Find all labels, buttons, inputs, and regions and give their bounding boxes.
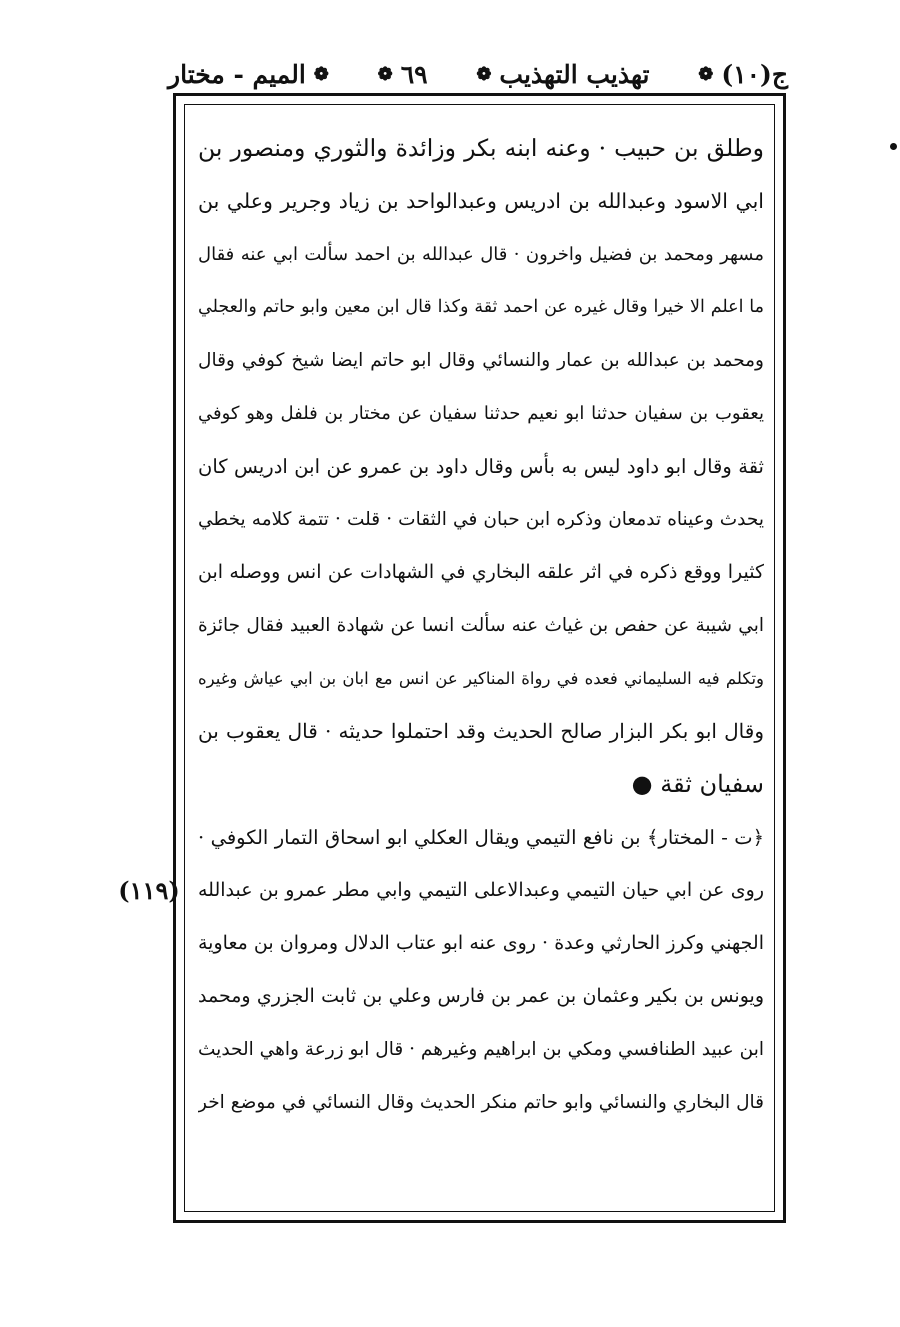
ornament-icon: ❁ bbox=[313, 63, 329, 85]
ornament-icon: ❁ bbox=[476, 63, 492, 85]
text-line: الجهني وكرز الحارثي وعدة · روى عنه ابو عتاب الدلال ومروان بن معاوية bbox=[198, 932, 764, 954]
text-line: سفيان ثقة ● bbox=[631, 770, 764, 798]
header-book-group bbox=[476, 60, 649, 89]
text-line: ابي الاسود وعبدالله بن ادريس وعبدالواحد بن زياد وجرير وعلي بن bbox=[198, 189, 764, 213]
text-line: يحدث وعيناه تدمعان وذكره ابن حبان في الثقات · قلت · تتمة كلامه يخطي bbox=[198, 509, 764, 530]
header-volume: ج(١٠) bbox=[721, 59, 788, 89]
header-book-title: تهذيب التهذيب bbox=[499, 59, 650, 89]
text-line: ويونس بن بكير وعثمان بن عمر بن فارس وعلي بن ثابت الجزري ومحمد bbox=[198, 985, 764, 1007]
text-line: مسهر ومحمد بن فضيل واخرون · قال عبدالله بن احمد سألت ابي عنه فقال bbox=[198, 244, 764, 265]
text-line: يعقوب بن سفيان حدثنا ابو نعيم حدثنا سفيان عن مختار بن فلفل وهو كوفي bbox=[198, 403, 764, 424]
header-section-group bbox=[168, 60, 329, 89]
header-page-number: ٦٩ bbox=[400, 59, 428, 89]
header-page-group bbox=[378, 60, 428, 89]
ornament-icon: ❁ bbox=[698, 63, 714, 85]
text-line: وقال ابو بكر البزار صالح الحديث وقد احتملوا حديثه · قال يعقوب بن bbox=[198, 719, 764, 743]
text-line: قال البخاري والنسائي وابو حاتم منكر الحديث وقال النسائي في موضع اخر bbox=[198, 1092, 764, 1113]
text-line: ابي شيبة عن حفص بن غياث عنه سألت انسا عن شهادة العبيد فقال جائزة bbox=[198, 615, 764, 636]
running-header bbox=[168, 52, 788, 96]
text-line: روى عن ابي حيان التيمي وعبدالاعلى التيمي وابي مطر عمرو بن عبدالله bbox=[198, 879, 764, 901]
text-line: ما اعلم الا خيرا وقال غيره عن احمد ثقة وكذا قال ابن معين وابو حاتم والعجلي bbox=[198, 297, 764, 317]
text-line: وطلق بن حبيب · وعنه ابنه بكر وزائدة والثوري ومنصور بن bbox=[198, 134, 764, 162]
entry-number: (١١٩) bbox=[118, 876, 180, 905]
entry-heading-line: ﴿ت - المختار﴾ بن نافع التيمي ويقال العكلي ابو اسحاق التمار الكوفي · bbox=[198, 826, 764, 849]
header-section: الميم - مختار bbox=[168, 59, 306, 89]
main-text bbox=[198, 122, 764, 1129]
header-volume-group bbox=[698, 60, 788, 89]
text-line: ابن عبيد الطنافسي ومكي بن ابراهيم وغيرهم · قال ابو زرعة واهي الحديث bbox=[198, 1039, 764, 1060]
text-line: ومحمد بن عبدالله بن عمار والنسائي وقال ابو حاتم ايضا شيخ كوفي وقال bbox=[198, 350, 764, 371]
text-line: وتكلم فيه السليماني فعده في رواة المناكير عن انس مع ابان بن ابي عياش وغيره bbox=[198, 669, 764, 688]
ornament-icon: ❁ bbox=[377, 63, 393, 85]
text-line: ثقة وقال ابو داود ليس به بأس وقال داود بن عمرو عن ابن ادريس كان bbox=[198, 455, 764, 478]
margin-dot bbox=[890, 143, 897, 150]
text-line: كثيرا ووقع ذكره في اثر علقه البخاري في الشهادات عن انس ووصله ابن bbox=[198, 561, 764, 583]
